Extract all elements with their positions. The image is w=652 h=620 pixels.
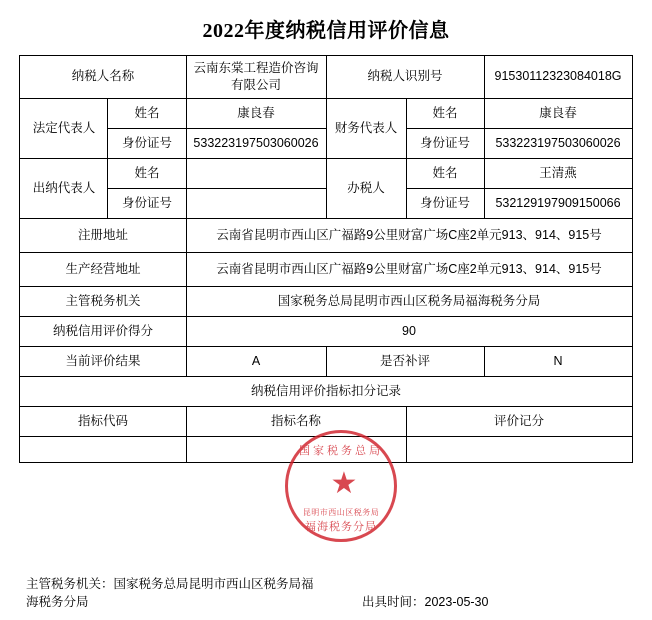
current-result-value: A bbox=[186, 346, 326, 376]
tax-handler-label: 办税人 bbox=[326, 158, 406, 218]
footer-authority-label: 主管税务机关： bbox=[26, 576, 114, 591]
tax-credit-table bbox=[19, 55, 632, 463]
score-value: 90 bbox=[186, 316, 632, 346]
taxpayer-name-value: 云南东棠工程造价咨询有限公司 bbox=[186, 56, 326, 99]
star-icon: ★ bbox=[330, 467, 358, 501]
business-address-label: 生产经营地址 bbox=[20, 252, 186, 286]
indicator-name-value bbox=[186, 436, 406, 462]
legal-rep-label: 法定代表人 bbox=[20, 98, 108, 158]
table-row bbox=[20, 436, 632, 462]
tax-handler-id-value: 532129197909150066 bbox=[484, 188, 632, 218]
current-result-label: 当前评价结果 bbox=[20, 346, 186, 376]
footer-issue-value: 2023-05-30 bbox=[424, 594, 489, 609]
table-row bbox=[20, 252, 632, 286]
taxpayer-id-label: 纳税人识别号 bbox=[326, 56, 484, 99]
seal-bottom-text: 福海税务分局 bbox=[305, 521, 377, 533]
table-row bbox=[20, 218, 632, 252]
legal-rep-name-label: 姓名 bbox=[108, 98, 186, 128]
finance-rep-id-label: 身份证号 bbox=[406, 128, 484, 158]
footer-issue-label: 出具时间： bbox=[362, 594, 425, 609]
seal-top-text: 国家税务总局 bbox=[299, 445, 383, 457]
tax-handler-name-label: 姓名 bbox=[406, 158, 484, 188]
tax-authority-value: 国家税务总局昆明市西山区税务局福海税务分局 bbox=[186, 286, 632, 316]
indicator-code-value bbox=[20, 436, 186, 462]
supplementary-label: 是否补评 bbox=[326, 346, 484, 376]
page-title: 2022年度纳税信用评价信息 bbox=[202, 20, 450, 42]
footer-issue-date bbox=[352, 575, 632, 612]
indicator-score-label: 评价记分 bbox=[406, 406, 632, 436]
score-label: 纳税信用评价得分 bbox=[20, 316, 186, 346]
table-row bbox=[20, 406, 632, 436]
tax-handler-id-label: 身份证号 bbox=[406, 188, 484, 218]
supplementary-value: N bbox=[484, 346, 632, 376]
legal-rep-id-label: 身份证号 bbox=[108, 128, 186, 158]
footer-authority bbox=[20, 575, 320, 613]
register-address-label: 注册地址 bbox=[20, 218, 186, 252]
cashier-rep-name-value bbox=[186, 158, 326, 188]
finance-rep-id-value: 533223197503060026 bbox=[484, 128, 632, 158]
taxpayer-id-value: 91530112323084018G bbox=[484, 56, 632, 99]
indicator-code-label: 指标代码 bbox=[20, 406, 186, 436]
table-row bbox=[20, 56, 632, 99]
footer-authority-value: 国家税务总局昆明市西山区税务局福海税务分局 bbox=[26, 576, 314, 610]
table-row bbox=[20, 346, 632, 376]
table-row bbox=[20, 286, 632, 316]
document-footer bbox=[20, 575, 632, 613]
indicator-section-title: 纳税信用评价指标扣分记录 bbox=[20, 376, 632, 406]
table-row bbox=[20, 98, 632, 128]
finance-rep-name-label: 姓名 bbox=[406, 98, 484, 128]
tax-authority-label: 主管税务机关 bbox=[20, 286, 186, 316]
table-row bbox=[20, 376, 632, 406]
table-row bbox=[20, 316, 632, 346]
cashier-rep-label: 出纳代表人 bbox=[20, 158, 108, 218]
indicator-name-label: 指标名称 bbox=[186, 406, 406, 436]
legal-rep-name-value: 康良春 bbox=[186, 98, 326, 128]
tax-handler-name-value: 王清燕 bbox=[484, 158, 632, 188]
register-address-value: 云南省昆明市西山区广福路9公里财富广场C座2单元913、914、915号 bbox=[186, 218, 632, 252]
seal-code-text: 昆明市西山区税务局 bbox=[302, 508, 380, 517]
cashier-rep-id-label: 身份证号 bbox=[108, 188, 186, 218]
cashier-rep-name-label: 姓名 bbox=[108, 158, 186, 188]
indicator-score-value bbox=[406, 436, 632, 462]
finance-rep-label: 财务代表人 bbox=[326, 98, 406, 158]
taxpayer-name-label: 纳税人名称 bbox=[20, 56, 186, 99]
legal-rep-id-value: 533223197503060026 bbox=[186, 128, 326, 158]
finance-rep-name-value: 康良春 bbox=[484, 98, 632, 128]
table-row bbox=[20, 158, 632, 188]
business-address-value: 云南省昆明市西山区广福路9公里财富广场C座2单元913、914、915号 bbox=[186, 252, 632, 286]
cashier-rep-id-value bbox=[186, 188, 326, 218]
